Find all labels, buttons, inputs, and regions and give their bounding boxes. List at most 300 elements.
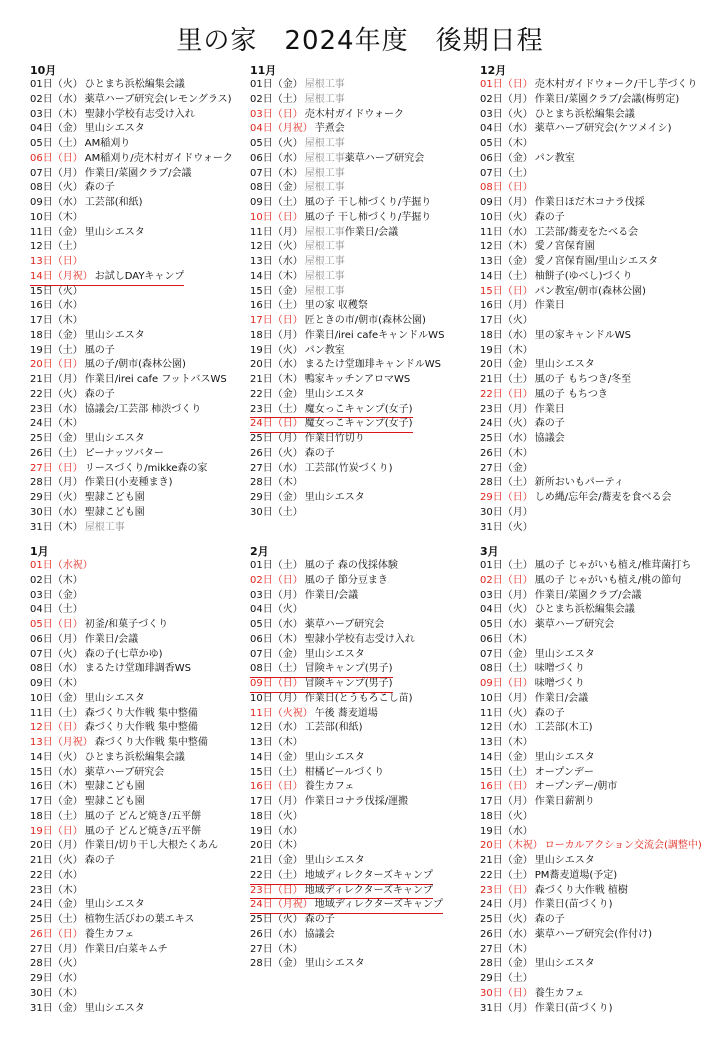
event-label <box>535 722 593 733</box>
schedule-row <box>30 972 266 987</box>
schedule-row <box>250 167 486 182</box>
schedule-row <box>30 913 266 928</box>
schedule-row <box>30 751 266 766</box>
event-label <box>85 619 168 630</box>
event-text-secondary: 作業日/会議 <box>344 226 399 238</box>
schedule-row <box>30 108 266 123</box>
event-text: 風の子 どんど焼き/五平餅 <box>84 810 202 822</box>
date-label: 02日（月） <box>480 93 533 105</box>
date-label: 08日（日） <box>480 182 533 194</box>
event-label <box>85 507 145 518</box>
event-label <box>305 448 335 459</box>
event-label <box>305 418 413 429</box>
date-label: 03日（金） <box>30 589 83 601</box>
event-text: ひとまち浜松編集会議 <box>84 79 185 90</box>
schedule-row <box>480 137 716 152</box>
date-label: 18日（金） <box>30 329 83 341</box>
schedule-row <box>30 285 266 300</box>
schedule-row <box>480 825 716 840</box>
event-label <box>85 855 115 866</box>
schedule-row <box>250 884 433 900</box>
event-label <box>305 345 345 356</box>
date-label: 13日（日） <box>30 256 83 267</box>
schedule-row <box>250 226 486 241</box>
event-label <box>535 678 585 689</box>
event-label <box>85 330 145 341</box>
date-label: 10日（月） <box>480 692 533 704</box>
event-label <box>85 123 145 134</box>
date-label: 06日（日） <box>30 152 83 164</box>
event-label <box>535 752 595 763</box>
schedule-row <box>480 255 716 270</box>
event-text: お試しDAYキャンプ <box>94 270 185 282</box>
event-text: 森の子 <box>534 914 565 925</box>
event-text: 初釜/和菓子づくり <box>84 619 169 630</box>
date-label: 15日（土） <box>250 766 303 778</box>
event-text: オープンデー <box>534 766 594 778</box>
date-label: 08日（土） <box>250 663 303 675</box>
event-text: 作業日/白菜キムチ <box>84 943 168 955</box>
event-label <box>305 678 393 689</box>
schedule-row <box>30 928 266 943</box>
event-text: リースづくり/mikke森の家 <box>84 462 208 474</box>
date-label: 07日（火） <box>30 648 83 660</box>
event-text: 魔女っこキャンプ(女子) <box>304 403 413 415</box>
date-label: 01日（水祝） <box>30 560 93 571</box>
event-text: 工芸部(和紙) <box>84 197 143 208</box>
event-text: 養生カフェ <box>534 987 585 999</box>
event-label <box>85 722 198 733</box>
date-label: 25日（水） <box>480 433 533 444</box>
schedule-row <box>480 721 716 736</box>
event-text: 柚餅子(ゆべし)づくり <box>534 270 633 282</box>
schedule-row <box>480 403 716 418</box>
date-label: 12日（水） <box>480 722 533 734</box>
date-label: 11日（金） <box>30 226 83 238</box>
schedule-row <box>30 93 266 108</box>
schedule-row <box>30 196 266 211</box>
schedule-row <box>30 373 266 388</box>
schedule-row <box>250 825 486 840</box>
event-label <box>305 182 345 193</box>
date-label: 15日（金） <box>250 285 303 297</box>
event-label <box>305 330 445 341</box>
event-text-grey: 屋根工事 <box>304 93 345 105</box>
event-text: ピーナッツバター <box>84 447 164 459</box>
schedule-row <box>30 957 266 972</box>
schedule-row <box>480 358 716 373</box>
date-label: 26日（土） <box>30 447 83 459</box>
event-label <box>85 463 208 474</box>
event-text: 聖隷こども園 <box>84 796 145 807</box>
event-text: 里の家 収穫祭 <box>304 300 368 312</box>
schedule-row <box>480 93 716 108</box>
schedule-row <box>480 417 716 432</box>
event-text: 里の家キャンドルWS <box>534 329 631 341</box>
date-label: 27日（木） <box>250 943 303 955</box>
date-label: 21日（火） <box>30 855 83 866</box>
date-label: 08日（土） <box>480 663 533 675</box>
date-label: 23日（土） <box>250 403 303 415</box>
event-label <box>305 212 432 223</box>
event-text: しめ縄/忘年会/蕎麦を食べる会 <box>534 492 672 503</box>
event-text: 森の子 <box>84 855 115 866</box>
schedule-row <box>480 574 716 589</box>
schedule-row <box>30 736 266 751</box>
event-label <box>535 1003 613 1014</box>
schedule-row <box>30 943 266 958</box>
event-text: 地域ディレクターズキャンプ <box>314 899 444 911</box>
date-label: 22日（土） <box>250 869 303 881</box>
schedule-row <box>30 521 266 536</box>
event-label <box>85 197 143 208</box>
event-text: 森づくり大作戦 集中整備 <box>84 722 198 734</box>
event-label <box>305 560 398 571</box>
event-text: 聖隷小学校有志受け入れ <box>304 633 415 645</box>
date-label: 15日（水） <box>30 766 83 778</box>
event-label <box>85 693 145 704</box>
event-text: まるたけ堂珈琲キャンドルWS <box>304 359 441 371</box>
schedule-row <box>480 122 716 137</box>
date-label: 21日（金） <box>250 855 303 866</box>
date-label: 11日（火祝） <box>250 707 313 719</box>
date-label: 03日（月） <box>480 589 533 601</box>
event-label <box>305 463 393 474</box>
schedule-row <box>250 707 486 722</box>
page-title: 里の家 2024年度 後期日程 <box>176 26 544 56</box>
schedule-row <box>30 388 266 403</box>
event-label <box>95 271 185 282</box>
event-text: 愛ノ宮保育園/里山シエスタ <box>534 256 659 267</box>
event-text-secondary: 薬草ハーブ研究会 <box>344 152 425 164</box>
event-label <box>305 855 365 866</box>
schedule-row <box>30 603 266 618</box>
event-text: 鴨家キッチンアロマWS <box>304 374 411 385</box>
schedule-row <box>30 344 266 359</box>
schedule-row <box>250 913 486 928</box>
schedule-row <box>480 196 716 211</box>
event-text: 養生カフェ <box>84 928 135 940</box>
event-text: 里山シエスタ <box>304 388 365 400</box>
schedule-row <box>480 618 716 633</box>
event-text: 里山シエスタ <box>304 958 365 970</box>
event-label <box>535 433 565 444</box>
date-label: 02日（土） <box>250 93 303 105</box>
event-text: 作業日 <box>534 300 565 312</box>
event-label <box>305 300 368 311</box>
date-label: 05日（水） <box>250 619 303 630</box>
event-label <box>305 663 393 674</box>
event-label <box>535 604 635 615</box>
schedule-row <box>480 928 716 943</box>
event-label <box>535 256 658 267</box>
event-label <box>305 138 345 149</box>
date-label: 09日（水） <box>30 197 83 208</box>
date-label: 19日（水） <box>480 825 533 837</box>
schedule-row <box>30 766 266 781</box>
event-text: 森づくり大作戦 集中整備 <box>84 707 198 719</box>
date-label: 23日（水） <box>30 403 83 415</box>
date-label: 06日（月） <box>30 633 83 645</box>
event-text: 里山シエスタ <box>534 359 595 371</box>
date-label: 07日（金） <box>250 648 303 660</box>
schedule-row <box>30 211 266 226</box>
event-label <box>535 477 624 488</box>
schedule-row <box>30 648 266 663</box>
schedule-row <box>480 736 716 751</box>
schedule-row <box>30 432 266 447</box>
event-label <box>85 826 202 837</box>
event-text: 愛ノ宮保育園 <box>534 241 595 253</box>
date-label: 19日（日） <box>30 825 83 837</box>
event-text: 里山シエスタ <box>304 751 365 763</box>
event-text: パン教室 <box>304 344 345 356</box>
event-label <box>315 123 345 134</box>
schedule-row <box>480 987 716 1002</box>
schedule-row <box>250 721 486 736</box>
schedule-row <box>30 721 266 736</box>
schedule-row <box>480 677 716 692</box>
date-label: 31日（木） <box>30 521 83 533</box>
event-text: ひとまち浜松編集会議 <box>534 108 635 120</box>
schedule-row <box>30 491 266 506</box>
month-column <box>250 64 486 521</box>
schedule-row <box>250 854 486 869</box>
schedule-row <box>250 373 486 388</box>
schedule-row <box>30 559 266 574</box>
date-label: 11日（火） <box>480 707 533 719</box>
month-column <box>250 545 486 972</box>
event-text: PM蕎麦道場(予定) <box>534 869 618 881</box>
schedule-row <box>30 692 266 707</box>
date-label: 10日（木） <box>30 211 83 223</box>
event-text: 作業日/菜園クラブ/会議 <box>534 589 642 601</box>
event-text: 作業日/irei cafeキャンドルWS <box>304 329 445 341</box>
event-text-grey: 屋根工事 <box>304 79 345 90</box>
date-label: 03日（日） <box>250 108 303 120</box>
event-label <box>535 914 565 925</box>
schedule-row <box>480 795 716 810</box>
month-column <box>480 64 716 535</box>
event-text-grey: 屋根工事 <box>84 521 125 533</box>
event-text: 味噌づくり <box>534 678 585 689</box>
event-text: 作業日(とうもろこし苗) <box>304 692 413 704</box>
event-text: ひとまち浜松編集会議 <box>534 604 635 616</box>
schedule-row <box>30 447 266 462</box>
event-text: 作業日竹切り <box>304 433 365 444</box>
date-label: 28日（金） <box>480 958 533 970</box>
date-label: 14日（金） <box>480 751 533 763</box>
schedule-row <box>480 521 716 536</box>
schedule-row <box>250 255 486 270</box>
event-label <box>305 796 408 807</box>
date-label: 10日（火） <box>480 211 533 223</box>
event-text: 森の子 <box>304 914 335 925</box>
date-label: 17日（日） <box>250 315 303 326</box>
event-label <box>535 899 613 910</box>
event-text: 魔女っこキャンプ(女子) <box>304 418 413 430</box>
date-label: 13日（月祝） <box>30 737 93 748</box>
date-label: 03日（火） <box>480 108 533 120</box>
event-label <box>535 227 638 238</box>
date-label: 09日（月） <box>480 197 533 208</box>
schedule-row <box>480 78 716 93</box>
event-label <box>535 855 595 866</box>
schedule-row <box>30 869 266 884</box>
event-label <box>85 944 168 955</box>
event-text-grey: 屋根工事 <box>304 226 345 238</box>
event-text: 作業日薪割り <box>534 796 595 807</box>
date-label: 25日（火） <box>250 914 303 925</box>
schedule-row <box>250 491 486 506</box>
date-label: 14日（月祝） <box>30 270 93 282</box>
date-label: 16日（水） <box>30 300 83 312</box>
event-text: 里山シエスタ <box>534 958 595 970</box>
date-label: 10日（日） <box>250 211 303 223</box>
date-label: 25日（土） <box>30 914 83 925</box>
date-label: 04日（金） <box>30 123 83 135</box>
date-label: 20日（月） <box>30 840 83 852</box>
event-text: 薬草ハーブ研究会(ケツメイシ) <box>534 123 672 135</box>
event-text: 冒険キャンプ(男子) <box>304 678 393 689</box>
event-label <box>305 590 358 601</box>
event-label <box>305 914 335 925</box>
schedule-row <box>30 122 266 137</box>
schedule-row <box>480 589 716 604</box>
event-label <box>305 256 345 267</box>
schedule-row <box>30 270 184 286</box>
date-label: 05日（日） <box>30 619 83 630</box>
schedule-row <box>30 167 266 182</box>
schedule-row <box>480 329 716 344</box>
schedule-row <box>250 869 433 885</box>
schedule-row <box>250 108 486 123</box>
date-label: 30日（水） <box>30 506 83 518</box>
event-label <box>85 708 198 719</box>
event-label <box>535 885 628 896</box>
date-label: 20日（日） <box>30 359 83 371</box>
month-column <box>30 64 266 535</box>
date-label: 22日（水） <box>30 869 83 881</box>
schedule-row <box>30 662 266 677</box>
date-label: 12日（日） <box>30 722 83 734</box>
schedule-row <box>480 314 716 329</box>
date-label: 27日（木） <box>480 943 533 955</box>
date-label: 18日（火） <box>480 810 533 822</box>
schedule-row <box>480 854 716 869</box>
date-label: 04日（土） <box>30 604 83 616</box>
schedule-row <box>480 692 716 707</box>
date-label: 23日（月） <box>480 403 533 415</box>
date-label: 16日（土） <box>250 300 303 312</box>
schedule-row <box>30 314 266 329</box>
schedule-row <box>30 78 266 93</box>
event-label <box>85 182 115 193</box>
date-label: 15日（土） <box>480 766 533 778</box>
event-text: 工芸部(竹炭づくり) <box>304 462 393 474</box>
month-heading: 10月 <box>30 64 57 77</box>
event-label <box>305 870 433 881</box>
event-label <box>305 153 425 164</box>
event-text: 作業日/会議 <box>84 633 139 645</box>
schedule-row <box>480 869 716 884</box>
event-text: 聖隷こども園 <box>84 781 145 793</box>
schedule-row <box>250 93 486 108</box>
date-label: 06日（金） <box>480 152 533 164</box>
event-label <box>535 929 652 940</box>
event-text: 森づくり大作戦 植樹 <box>534 884 628 896</box>
schedule-row <box>250 152 486 167</box>
event-text: 作業日(苗づくり) <box>534 1002 613 1014</box>
date-label: 28日（土） <box>480 477 533 489</box>
schedule-row <box>250 603 486 618</box>
date-label: 12日（火） <box>250 241 303 253</box>
event-label <box>85 79 185 90</box>
event-label <box>85 796 145 807</box>
date-label: 27日（月） <box>30 943 83 955</box>
schedule-row <box>250 462 486 477</box>
event-label <box>305 271 345 282</box>
event-text: AM稲刈り <box>84 138 131 149</box>
date-label: 07日（金） <box>480 648 533 660</box>
schedule-row <box>30 987 266 1002</box>
event-label <box>305 619 385 630</box>
date-label: 26日（日） <box>30 928 83 940</box>
schedule-row <box>480 108 716 123</box>
schedule-row <box>30 677 266 692</box>
schedule-row <box>250 447 486 462</box>
event-label <box>305 197 432 208</box>
schedule-row <box>250 122 486 137</box>
date-label: 09日（日） <box>250 678 303 689</box>
date-label: 05日（水） <box>480 619 533 630</box>
event-label <box>535 649 595 660</box>
event-text: 工芸部/蕎麦をたべる会 <box>534 226 639 238</box>
date-label: 11日（土） <box>30 707 83 719</box>
date-label: 21日（土） <box>480 374 533 385</box>
date-label: 29日（金） <box>250 492 303 503</box>
event-label <box>305 958 365 969</box>
schedule-row <box>250 388 486 403</box>
event-label <box>305 374 411 385</box>
event-label <box>305 575 388 586</box>
event-text: 森の子 <box>534 211 565 223</box>
schedule-row <box>250 329 486 344</box>
date-label: 29日（火） <box>30 492 83 503</box>
schedule-row <box>250 344 486 359</box>
schedule-row <box>30 506 266 521</box>
date-label: 30日（土） <box>250 506 303 518</box>
schedule-row <box>250 196 486 211</box>
date-label: 09日（木） <box>30 678 83 689</box>
event-text: 柑橘ピールづくり <box>304 766 385 778</box>
month-heading: 11月 <box>250 64 277 77</box>
schedule-row <box>30 299 266 314</box>
date-label: 22日（日） <box>480 388 533 400</box>
event-label <box>85 477 173 488</box>
schedule-row <box>30 226 266 241</box>
date-label: 20日（水） <box>250 359 303 371</box>
event-text: 冒険キャンプ(男子) <box>304 663 393 675</box>
date-label: 11日（月） <box>250 226 303 238</box>
schedule-row <box>250 574 486 589</box>
date-label: 13日（水） <box>250 256 303 267</box>
schedule-row <box>250 358 486 373</box>
schedule-row <box>480 388 716 403</box>
event-label <box>535 560 692 571</box>
schedule-row <box>480 373 716 388</box>
schedule-row <box>30 255 266 270</box>
